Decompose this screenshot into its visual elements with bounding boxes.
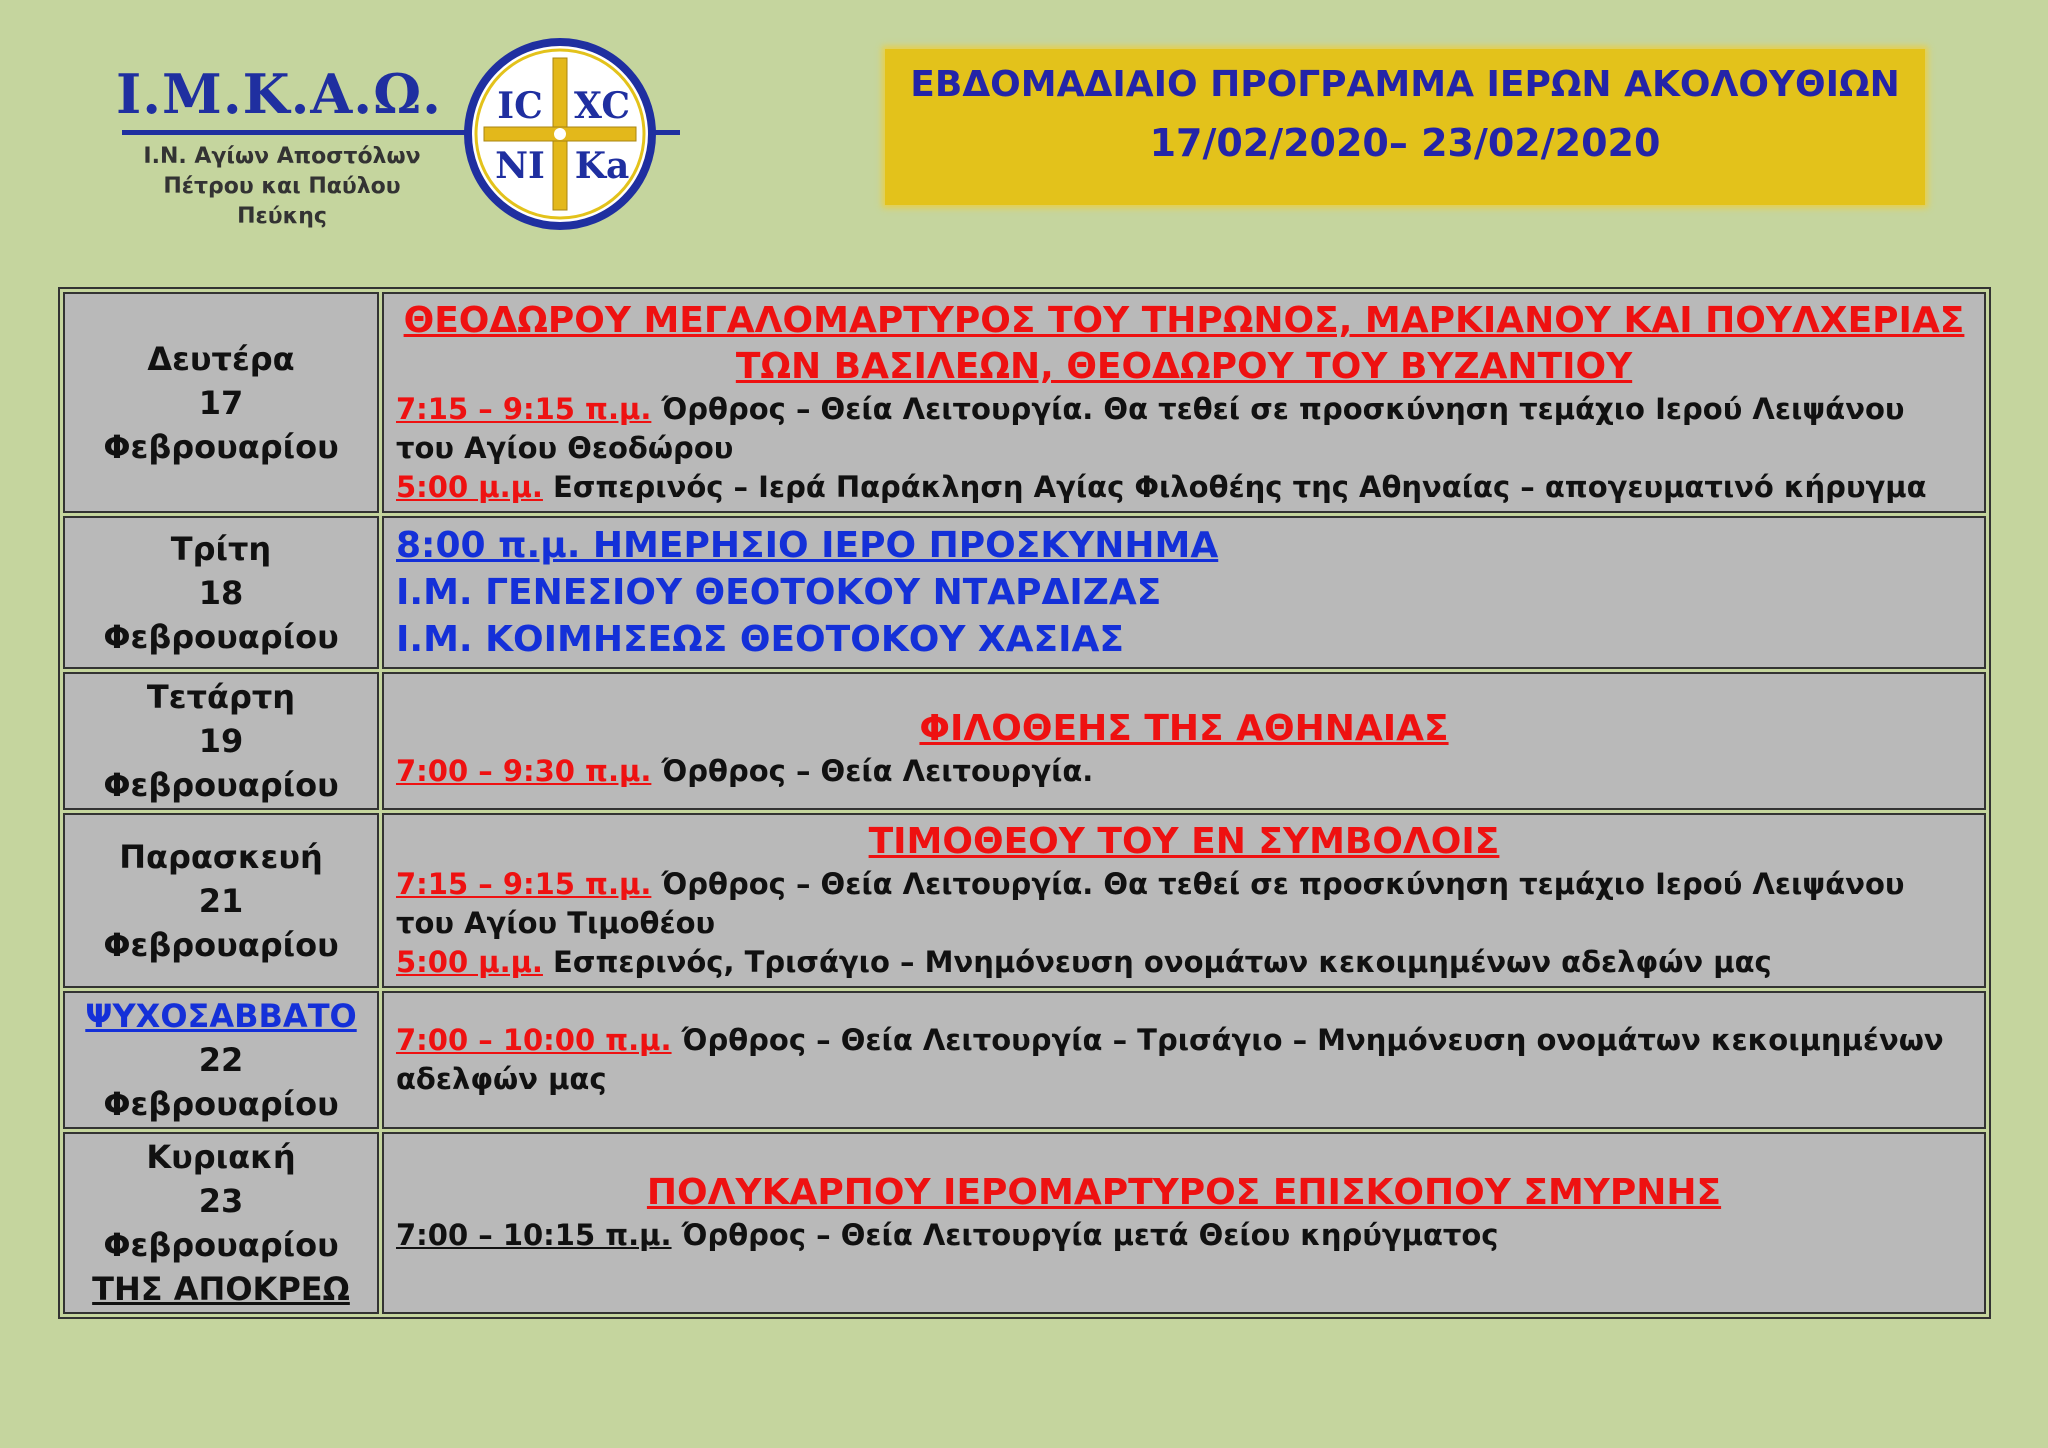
table-row (63, 516, 1986, 669)
service-time: 7:15 – 9:15 π.μ. (396, 867, 652, 901)
date-range: 17/02/2020– 23/02/2020 (1149, 121, 1661, 165)
service-entry (396, 390, 1972, 468)
day-name: ΨΥΧΟΣΑΒΒΑΤΟ (85, 997, 357, 1035)
logo-subtitle (112, 142, 452, 232)
service-time: 5:00 μ.μ. (396, 470, 543, 504)
service-time: 5:00 μ.μ. (396, 945, 543, 979)
service-entry (396, 943, 1972, 982)
schedule-table (58, 287, 1991, 1319)
day-month: Φεβρουαρίου (103, 427, 339, 466)
seal-ka: Ka (574, 145, 630, 187)
day-month: Φεβρουαρίου (103, 925, 339, 964)
service-cell (382, 813, 1986, 988)
service-cell (382, 292, 1986, 513)
day-month: Φεβρουαρίου (103, 1085, 339, 1123)
service-time: 7:00 – 9:30 π.μ. (396, 753, 652, 788)
feast-title: ΤΙΜΟΘΕΟΥ ΤΟΥ ΕΝ ΣΥΜΒΟΛΟΙΣ (868, 821, 1500, 862)
service-time: 7:00 – 10:00 π.μ. (396, 1023, 672, 1057)
service-entry (396, 752, 1972, 791)
pilgrimage-line: Ι.Μ. ΓΕΝΕΣΙΟΥ ΘΕΟΤΟΚΟΥ ΝΤΑΡΔΙΖΑΣ (396, 572, 1162, 613)
day-name: Δευτέρα (147, 339, 295, 378)
service-text: Όρθρος – Θεία Λειτουργία. (651, 753, 1094, 788)
pilgrimage-line: Ι.Μ. ΚΟΙΜΗΣΕΩΣ ΘΕΟΤΟΚΟΥ ΧΑΣΙΑΣ (396, 619, 1124, 660)
day-cell (63, 292, 379, 513)
table-row (63, 1132, 1986, 1314)
day-name: Τρίτη (170, 529, 272, 568)
feast-title-line-2: ΤΩΝ ΒΑΣΙΛΕΩΝ, ΘΕΟΔΩΡΟΥ ΤΟΥ ΒΥΖΑΝΤΙΟΥ (735, 346, 1633, 387)
day-date: 22 (198, 1041, 244, 1079)
service-text: Εσπερινός – Ιερά Παράκληση Αγίας Φιλοθέης της Αθηναίας – απογευματινό κήρυγμα (542, 470, 1927, 504)
day-name: Παρασκευή (119, 837, 323, 876)
day-month: Φεβρουαρίου (103, 1226, 339, 1264)
seal-ic: IC (497, 85, 543, 127)
logo-subtitle-line-1: Ι.Ν. Αγίων Αποστόλων (143, 144, 421, 169)
logo-subtitle-line-2: Πέτρου και Παύλου (163, 174, 401, 199)
day-date: 21 (198, 881, 244, 920)
table-row (63, 672, 1986, 810)
icxc-nika-seal-icon (462, 36, 658, 232)
logo-text: Ι.Μ.Κ.Α.Ω. (116, 62, 442, 126)
title-banner (885, 49, 1925, 205)
table-row (63, 813, 1986, 988)
service-cell (382, 516, 1986, 669)
service-time: 7:15 – 9:15 π.μ. (396, 392, 652, 426)
day-cell (63, 516, 379, 669)
service-entry (396, 1021, 1972, 1099)
day-month: Φεβρουαρίου (103, 617, 339, 656)
feast-title: ΘΕΟΔΩΡΟΥ ΜΕΓΑΛΟΜΑΡΤΥΡΟΣ ΤΟΥ ΤΗΡΩΝΟΣ, ΜΑΡΚΙΑΝΟΥ ΚΑΙ ΠΟΥΛΧΕΡΙΑΣ (403, 300, 1965, 341)
service-text: Όρθρος – Θεία Λειτουργία μετά Θείου κηρύγματος (671, 1217, 1499, 1252)
day-date: 19 (198, 722, 244, 760)
service-text: Όρθρος – Θεία Λειτουργία. Θα τεθεί σε προσκύνηση τεμάχιο Ιερού Λειψάνου του Αγίου Τιμοθέου (396, 867, 1905, 940)
day-name: Κυριακή (146, 1138, 296, 1176)
seal-xc: XC (574, 85, 630, 127)
table-row (63, 991, 1986, 1129)
day-name: Τετάρτη (146, 678, 296, 716)
service-time: 7:00 – 10:15 π.μ. (396, 1217, 672, 1252)
feast-title: ΦΙΛΟΘΕΗΣ ΤΗΣ ΑΘΗΝΑΙΑΣ (919, 707, 1449, 749)
page-title: ΕΒΔΟΜΑΔΙΑΙΟ ΠΡΟΓΡΑΜΜΑ ΙΕΡΩΝ ΑΚΟΛΟΥΘΙΩΝ (910, 64, 1900, 105)
table-row (63, 292, 1986, 513)
service-text: Όρθρος – Θεία Λειτουργία – Τρισάγιο – Μνημόνευση ονομάτων κεκοιμημένων αδελφών μας (396, 1023, 1944, 1096)
day-date: 18 (198, 573, 244, 612)
service-text: Όρθρος – Θεία Λειτουργία. Θα τεθεί σε προσκύνηση τεμάχιο Ιερού Λειψάνου του Αγίου Θεοδώρου (396, 392, 1905, 465)
day-cell (63, 672, 379, 810)
day-month: Φεβρουαρίου (103, 766, 339, 804)
service-cell (382, 1132, 1986, 1314)
pilgrimage-title: 8:00 π.μ. ΗΜΕΡΗΣΙΟ ΙΕΡΟ ΠΡΟΣΚΥΝΗΜΑ (396, 525, 1219, 566)
service-cell (382, 991, 1986, 1129)
seal-ni: NI (495, 145, 545, 187)
service-entry (396, 1216, 1972, 1255)
day-date: 23 (198, 1182, 244, 1220)
feast-title: ΠΟΛΥΚΑΡΠΟΥ ΙΕΡΟΜΑΡΤΥΡΟΣ ΕΠΙΣΚΟΠΟΥ ΣΜΥΡΝΗΣ (646, 1171, 1722, 1213)
day-cell (63, 813, 379, 988)
service-cell (382, 672, 1986, 810)
logo-subtitle-line-3: Πεύκης (237, 204, 327, 229)
service-entry (396, 468, 1972, 507)
day-extra: ΤΗΣ ΑΠΟΚΡΕΩ (92, 1270, 350, 1308)
service-entry (396, 865, 1972, 943)
service-text: Εσπερινός, Τρισάγιο – Μνημόνευση ονομάτων κεκοιμημένων αδελφών μας (542, 945, 1772, 979)
day-date: 17 (198, 383, 244, 422)
day-cell (63, 991, 379, 1129)
day-cell (63, 1132, 379, 1314)
